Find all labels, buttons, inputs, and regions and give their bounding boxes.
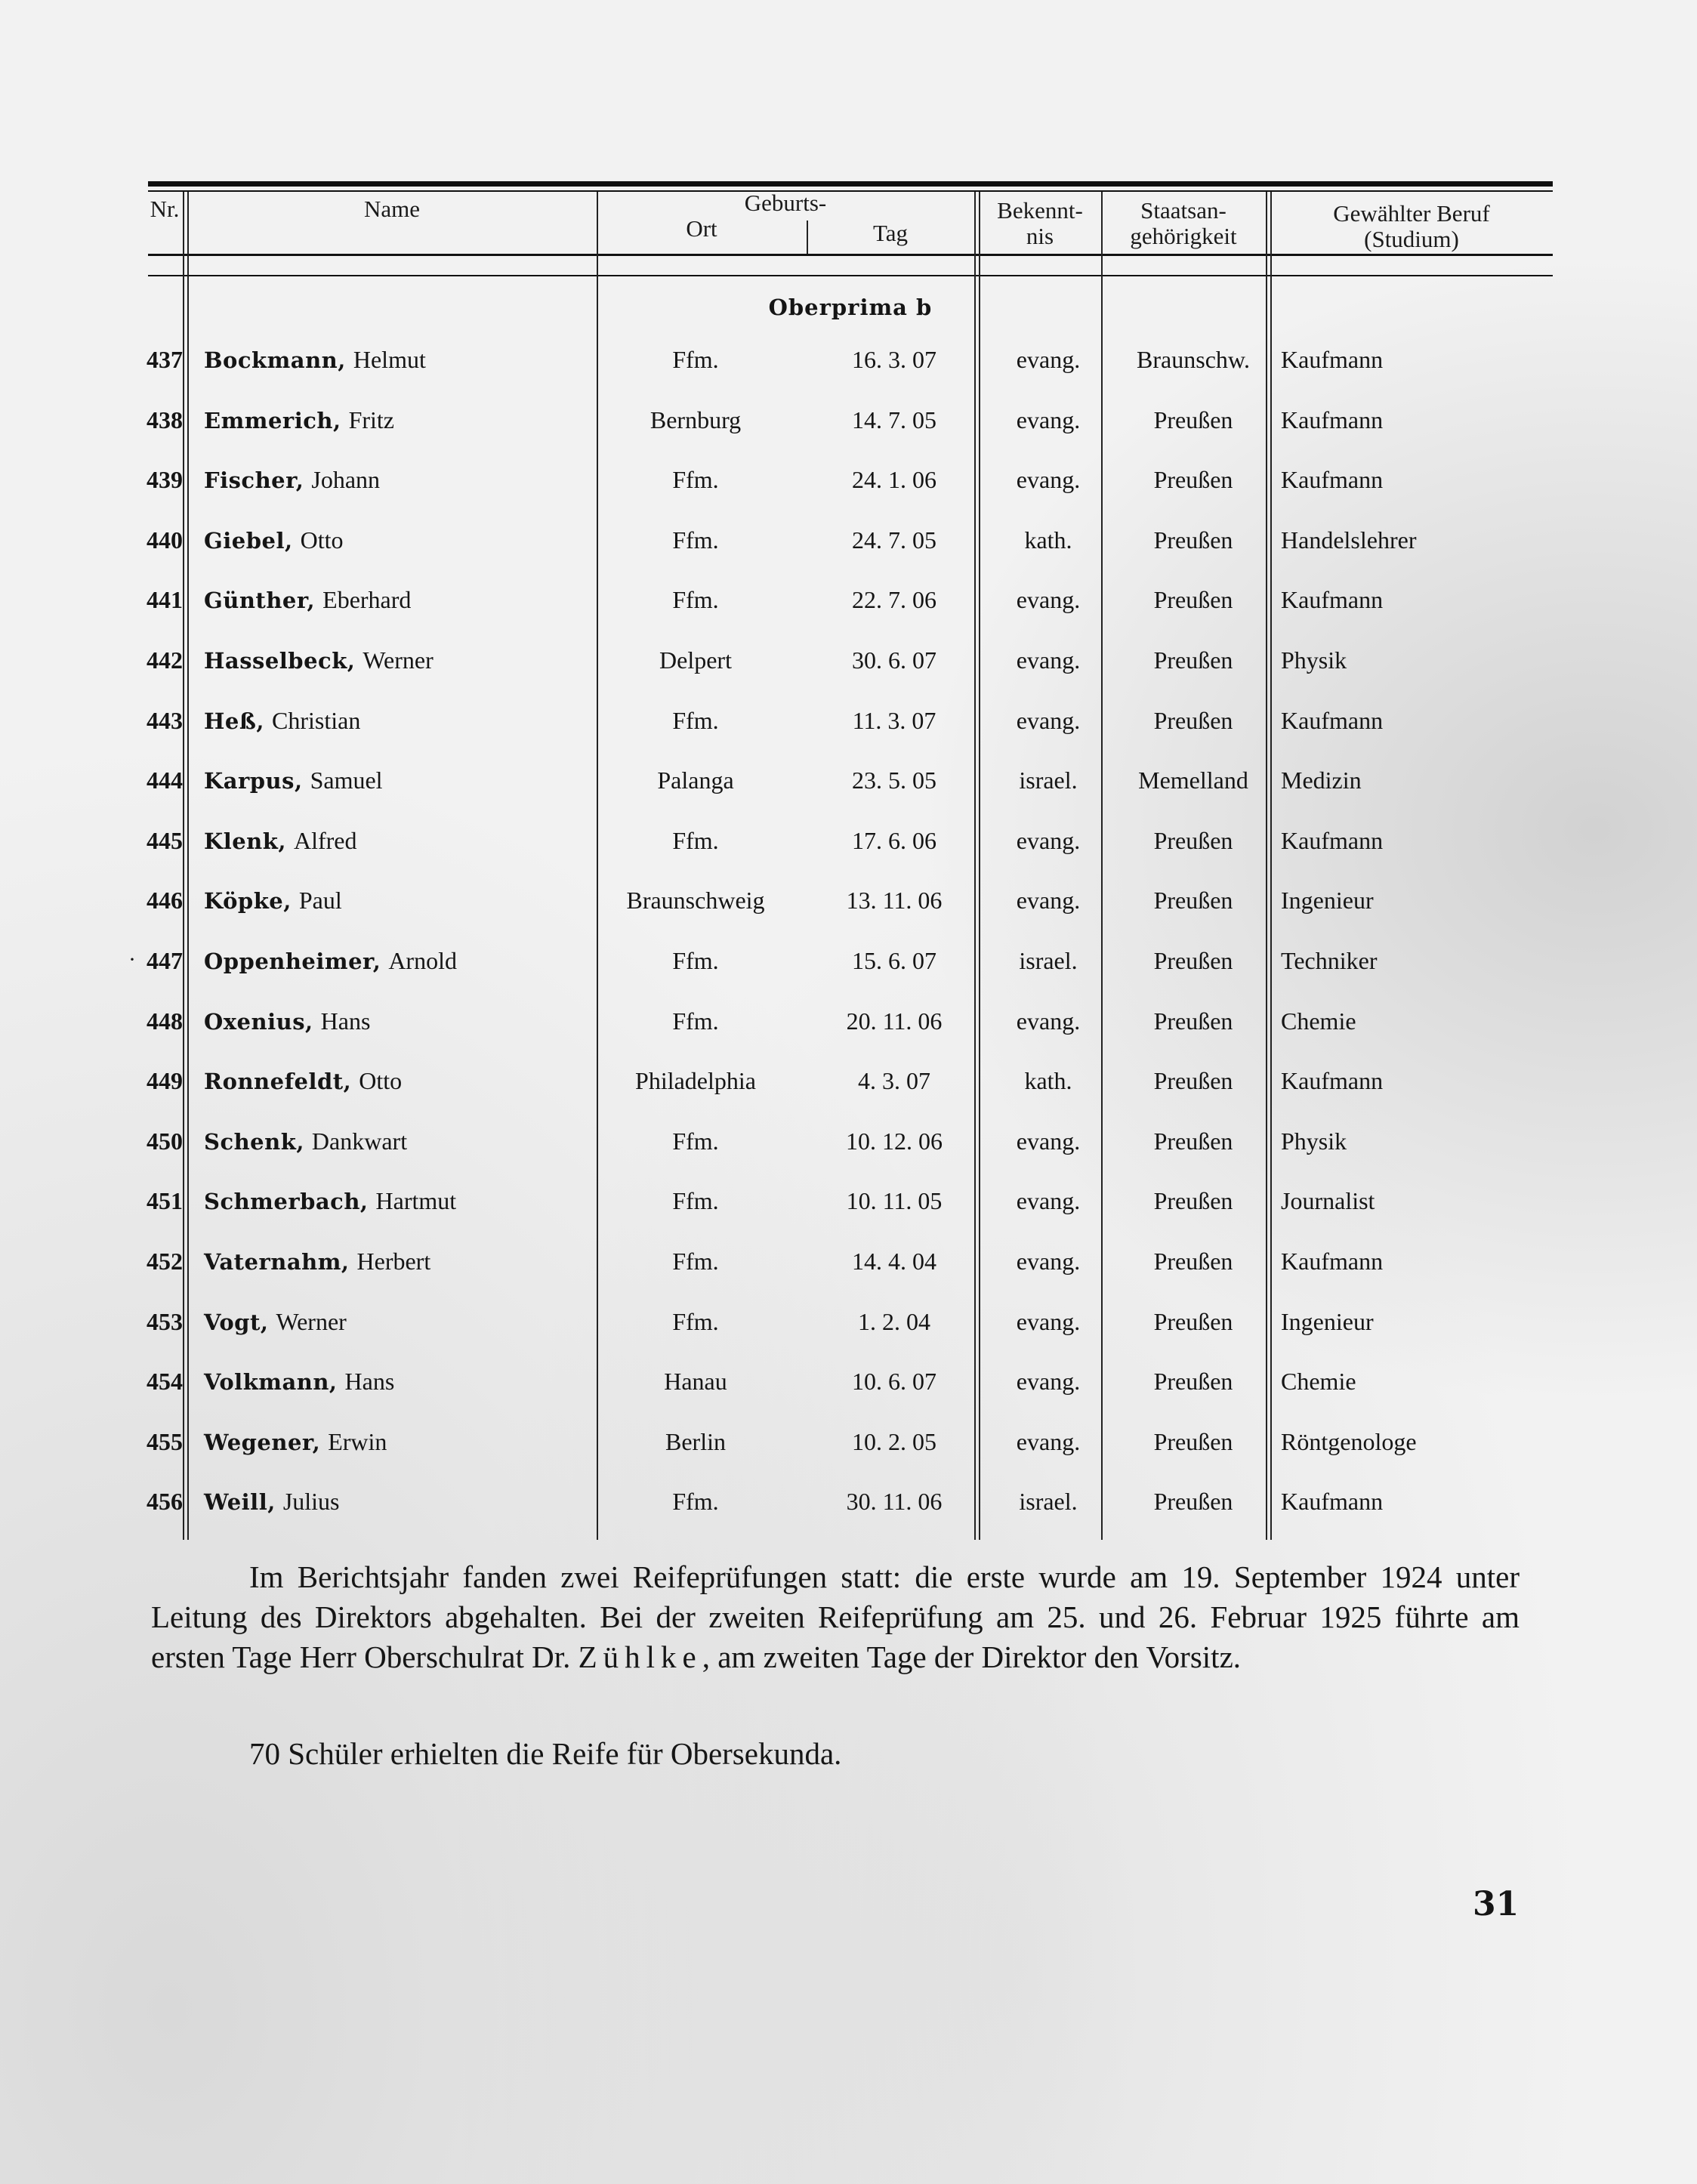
student-table [128, 181, 1553, 1533]
header-name: Name [363, 196, 421, 222]
row-tag: 20. 11. 06 [846, 1007, 943, 1035]
row-tag: 10. 2. 05 [852, 1427, 936, 1455]
row-surname: Hasselbeck, [204, 648, 356, 674]
paragraph-text-b: , am zweiten Tage der Direktor den Vorsitz. [702, 1640, 1242, 1674]
header-bekenntnis-line1: Bekennt- [997, 197, 1083, 224]
row-nr: 453 [147, 1307, 183, 1335]
row-staat: Preußen [1153, 526, 1233, 554]
row-bekenntnis: evang. [1016, 1248, 1081, 1275]
row-bekenntnis: evang. [1016, 887, 1081, 915]
row-beruf: Handelslehrer [1281, 526, 1417, 554]
table-row [128, 947, 1553, 1007]
table-row [148, 646, 1553, 707]
row-firstname: Hartmut [375, 1187, 457, 1215]
row-ort: Ffm. [672, 466, 719, 494]
row-nr: 456 [147, 1488, 183, 1516]
row-tag: 13. 11. 06 [846, 887, 943, 915]
header-bottom-rule-thin [148, 275, 1553, 276]
table-row [148, 406, 1553, 467]
row-firstname: Julius [282, 1488, 340, 1516]
row-surname: Emmerich, [204, 407, 341, 433]
row-name [204, 1067, 402, 1095]
row-beruf: Ingenieur [1281, 887, 1374, 915]
row-surname: Karpus, [204, 768, 303, 794]
row-staat: Preußen [1153, 1067, 1233, 1095]
header-beruf-line2: (Studium) [1364, 226, 1459, 252]
row-name [204, 887, 342, 915]
paragraph-name-zuehlke: Zühlke [578, 1640, 702, 1674]
row-staat: Preußen [1153, 706, 1233, 734]
row-surname: Schenk, [204, 1128, 304, 1155]
row-name [204, 646, 434, 674]
row-bekenntnis: evang. [1016, 406, 1081, 433]
header-staat [1101, 198, 1266, 249]
row-ort: Berlin [665, 1427, 726, 1455]
row-firstname: Christian [271, 706, 361, 734]
row-surname: Vogt, [204, 1309, 269, 1335]
row-nr: 443 [147, 706, 183, 734]
row-bekenntnis: evang. [1016, 1007, 1081, 1035]
row-name [204, 767, 383, 794]
row-bekenntnis: evang. [1016, 646, 1081, 674]
row-staat: Memelland [1138, 767, 1248, 794]
row-nr: 455 [147, 1427, 183, 1455]
row-nr: 445 [147, 826, 183, 854]
row-marker-dot: · [128, 947, 136, 972]
row-nr: 444 [147, 767, 183, 794]
row-beruf: Techniker [1281, 947, 1378, 974]
row-staat: Preußen [1153, 466, 1233, 494]
row-firstname: Erwin [328, 1427, 387, 1455]
header-bekenntnis-line2: nis [1026, 223, 1054, 249]
row-beruf: Röntgenologe [1281, 1427, 1417, 1455]
row-bekenntnis: evang. [1016, 1127, 1081, 1155]
row-surname: Ronnefeldt, [204, 1069, 352, 1095]
row-firstname: Hans [344, 1368, 395, 1396]
row-surname: Giebel, [204, 527, 293, 554]
row-ort: Ffm. [672, 1307, 719, 1335]
row-firstname: Herbert [356, 1248, 431, 1275]
header-geburts: Geburts- [744, 190, 827, 216]
row-bekenntnis: evang. [1016, 466, 1081, 494]
row-beruf: Chemie [1281, 1368, 1356, 1396]
row-nr: 438 [147, 406, 183, 433]
header-staat-line2: gehörigkeit [1130, 223, 1237, 249]
row-staat: Preußen [1153, 406, 1233, 433]
row-tag: 30. 6. 07 [852, 646, 936, 674]
paragraph-reifepruefung [151, 1557, 1520, 1677]
row-name [204, 1488, 340, 1516]
row-bekenntnis: evang. [1016, 826, 1081, 854]
row-staat: Preußen [1153, 1187, 1233, 1215]
row-surname: Heß, [204, 708, 264, 734]
header-bekenntnis [979, 198, 1101, 249]
section-title: Oberprima b [768, 295, 933, 320]
row-name [204, 586, 411, 614]
row-beruf: Kaufmann [1281, 406, 1384, 433]
row-name [204, 947, 457, 975]
row-surname: Wegener, [204, 1429, 321, 1455]
row-tag: 23. 5. 05 [852, 767, 936, 794]
row-nr: 448 [147, 1007, 183, 1035]
row-bekenntnis: evang. [1016, 1187, 1081, 1215]
row-firstname: Werner [363, 646, 434, 674]
table-row [148, 707, 1553, 767]
row-surname: Oxenius, [204, 1008, 313, 1035]
header-bottom-rule [148, 254, 1553, 256]
row-surname: Köpke, [204, 888, 292, 915]
row-beruf: Chemie [1281, 1007, 1356, 1035]
row-firstname: Hans [320, 1007, 371, 1035]
row-firstname: Otto [359, 1067, 403, 1095]
row-beruf: Medizin [1281, 767, 1362, 794]
row-name [204, 406, 394, 434]
row-ort: Ffm. [672, 346, 719, 373]
page-number: 31 [1473, 1885, 1520, 1923]
header-ort: Ort [686, 215, 717, 242]
row-bekenntnis: evang. [1016, 1307, 1081, 1335]
row-beruf: Kaufmann [1281, 586, 1384, 614]
row-tag: 10. 11. 05 [846, 1187, 943, 1215]
row-name [204, 1248, 430, 1276]
row-tag: 16. 3. 07 [852, 346, 936, 373]
header-beruf [1270, 201, 1553, 252]
row-tag: 15. 6. 07 [852, 947, 936, 974]
row-tag: 10. 12. 06 [846, 1127, 943, 1155]
row-beruf: Kaufmann [1281, 1067, 1384, 1095]
row-bekenntnis: evang. [1016, 1368, 1081, 1396]
paragraph-text-a: Im Berichtsjahr fanden zwei Reifeprüfungen statt: die erste wurde am 19. September 1924 unter Leitung des Direktors abgehalten. Bei der zweiten Reifeprüfung am 25. und 26. Februar 1925 führte am ersten Tage Herr Oberschulrat Dr. [151, 1559, 1520, 1674]
row-tag: 24. 7. 05 [852, 526, 936, 554]
row-bekenntnis: evang. [1016, 706, 1081, 734]
row-staat: Preußen [1153, 1307, 1233, 1335]
row-staat: Preußen [1153, 1488, 1233, 1516]
row-beruf: Kaufmann [1281, 346, 1384, 373]
row-nr: 440 [147, 526, 183, 554]
row-ort: Ffm. [672, 1007, 719, 1035]
row-nr: 441 [147, 586, 183, 614]
row-name [204, 1127, 407, 1155]
row-bekenntnis: kath. [1024, 1067, 1072, 1095]
row-nr: 451 [147, 1187, 183, 1215]
row-tag: 4. 3. 07 [858, 1067, 930, 1095]
row-staat: Preußen [1153, 1007, 1233, 1035]
row-name [204, 827, 356, 855]
row-tag: 17. 6. 06 [852, 826, 936, 854]
row-bekenntnis: evang. [1016, 346, 1081, 373]
row-staat: Preußen [1153, 947, 1233, 974]
table-row [148, 1127, 1553, 1188]
row-staat: Preußen [1153, 1368, 1233, 1396]
header-staat-line1: Staatsan- [1140, 197, 1226, 224]
row-nr: 449 [147, 1067, 183, 1095]
table-top-rule [148, 181, 1553, 187]
row-bekenntnis: kath. [1024, 526, 1072, 554]
table-row [148, 887, 1553, 947]
row-name [204, 707, 360, 735]
row-surname: Schmerbach, [204, 1189, 369, 1215]
row-ort: Palanga [657, 767, 734, 794]
row-firstname: Arnold [388, 947, 457, 974]
row-firstname: Johann [311, 466, 381, 494]
row-name [204, 1007, 370, 1035]
row-ort: Philadelphia [635, 1067, 756, 1095]
row-beruf: Physik [1281, 646, 1347, 674]
row-name [204, 526, 343, 554]
row-surname: Günther, [204, 588, 316, 614]
row-bekenntnis: israel. [1019, 1488, 1078, 1516]
row-name [204, 1308, 347, 1336]
row-firstname: Paul [298, 887, 342, 915]
row-firstname: Helmut [353, 346, 426, 373]
row-beruf: Kaufmann [1281, 706, 1384, 734]
row-ort: Ffm. [672, 706, 719, 734]
row-ort: Bernburg [649, 406, 742, 433]
row-staat: Preußen [1153, 646, 1233, 674]
row-nr: 439 [147, 466, 183, 494]
row-bekenntnis: israel. [1019, 947, 1078, 974]
row-surname: Vaternahm, [204, 1249, 350, 1275]
table-row [148, 1308, 1553, 1368]
row-nr: 442 [147, 646, 183, 674]
row-name [204, 1428, 387, 1456]
row-surname: Bockmann, [204, 347, 346, 373]
row-name [204, 346, 426, 374]
row-beruf: Journalist [1281, 1187, 1375, 1215]
table-row [148, 466, 1553, 526]
row-tag: 1. 2. 04 [858, 1307, 930, 1335]
table-row [148, 1187, 1553, 1248]
row-name [204, 1368, 394, 1396]
header-tag: Tag [872, 220, 909, 246]
row-ort: Ffm. [672, 586, 719, 614]
row-ort: Ffm. [672, 1488, 719, 1516]
table-row [148, 827, 1553, 887]
row-bekenntnis: evang. [1016, 586, 1081, 614]
row-surname: Weill, [204, 1489, 276, 1516]
row-firstname: Fritz [348, 406, 394, 433]
row-firstname: Eberhard [322, 586, 412, 614]
table-row [148, 1067, 1553, 1127]
row-tag: 11. 3. 07 [852, 706, 936, 734]
row-nr: 452 [147, 1248, 183, 1275]
row-nr: 446 [147, 887, 183, 915]
row-surname: Fischer, [204, 467, 304, 494]
row-beruf: Kaufmann [1281, 466, 1384, 494]
row-ort: Hanau [664, 1368, 727, 1396]
table-row [148, 1368, 1553, 1428]
table-row [148, 526, 1553, 587]
row-tag: 14. 7. 05 [852, 406, 936, 433]
row-ort: Ffm. [672, 1127, 719, 1155]
row-tag: 10. 6. 07 [852, 1368, 936, 1396]
table-row [148, 1488, 1553, 1548]
row-ort: Ffm. [672, 1187, 719, 1215]
row-surname: Volkmann, [204, 1369, 338, 1396]
row-beruf: Kaufmann [1281, 1488, 1384, 1516]
row-tag: 14. 4. 04 [852, 1248, 936, 1275]
row-bekenntnis: evang. [1016, 1427, 1081, 1455]
table-row [148, 586, 1553, 646]
row-ort: Delpert [659, 646, 732, 674]
table-row [148, 346, 1553, 406]
row-beruf: Ingenieur [1281, 1307, 1374, 1335]
header-beruf-line1: Gewählter Beruf [1333, 200, 1490, 227]
paragraph-obersekunda: 70 Schüler erhielten die Reife für Obersekunda. [249, 1736, 842, 1771]
table-row [148, 1248, 1553, 1308]
row-ort: Ffm. [672, 526, 719, 554]
table-row [148, 1428, 1553, 1488]
row-name [204, 1187, 456, 1215]
row-tag: 24. 1. 06 [852, 466, 936, 494]
row-ort: Ffm. [672, 1248, 719, 1275]
row-staat: Preußen [1153, 586, 1233, 614]
row-surname: Oppenheimer, [204, 949, 381, 974]
table-row [148, 1007, 1553, 1068]
row-firstname: Otto [300, 526, 344, 554]
row-surname: Klenk, [204, 828, 286, 854]
row-tag: 30. 11. 06 [846, 1488, 943, 1516]
table-row [148, 767, 1553, 827]
row-staat: Preußen [1153, 887, 1233, 915]
row-staat: Preußen [1153, 1427, 1233, 1455]
row-firstname: Samuel [310, 767, 383, 794]
row-nr: 447 [147, 947, 183, 974]
row-firstname: Alfred [293, 826, 357, 854]
row-staat: Preußen [1153, 1248, 1233, 1275]
row-name [204, 466, 380, 494]
row-staat: Preußen [1153, 1127, 1233, 1155]
row-bekenntnis: israel. [1019, 767, 1078, 794]
row-nr: 437 [147, 346, 183, 373]
row-ort: Ffm. [672, 826, 719, 854]
row-firstname: Dankwart [311, 1127, 408, 1155]
row-nr: 450 [147, 1127, 183, 1155]
row-staat: Preußen [1153, 826, 1233, 854]
row-beruf: Kaufmann [1281, 1248, 1384, 1275]
row-ort: Ffm. [672, 947, 719, 974]
header-nr: Nr. [150, 196, 180, 222]
row-beruf: Physik [1281, 1127, 1347, 1155]
row-nr: 454 [147, 1368, 183, 1396]
row-tag: 22. 7. 06 [852, 586, 936, 614]
row-ort: Braunschweig [626, 887, 765, 915]
row-firstname: Werner [276, 1307, 347, 1335]
row-beruf: Kaufmann [1281, 826, 1384, 854]
row-staat: Braunschw. [1137, 346, 1250, 373]
